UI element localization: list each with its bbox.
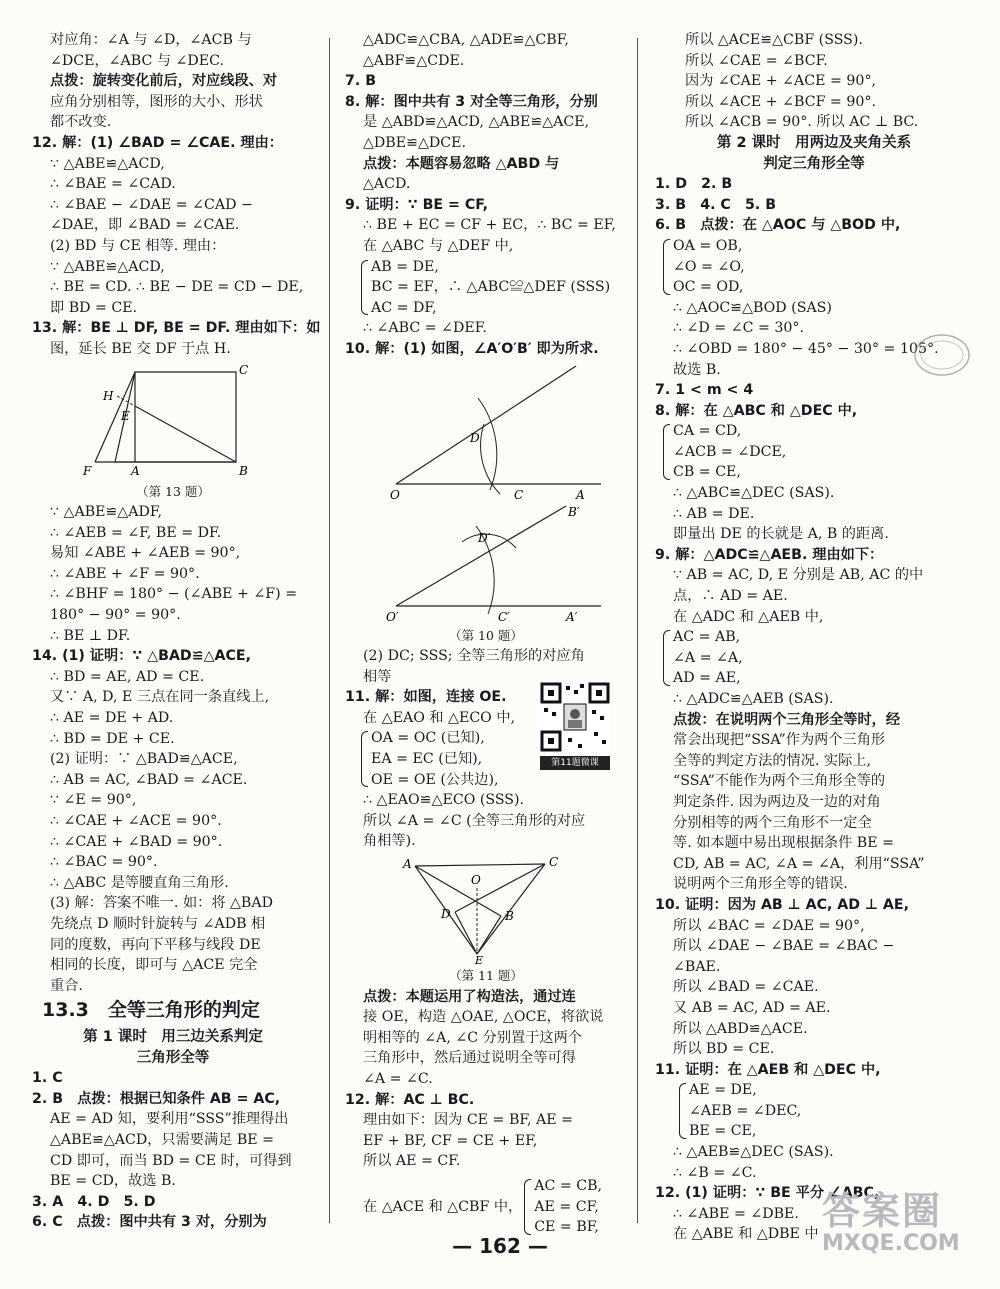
text-line: ∵ △ABE≌△ACD, (50, 258, 165, 275)
text-line: 点，∴ AD = AE. (673, 588, 788, 605)
condition-brace (661, 627, 973, 689)
point-label: E (121, 408, 130, 423)
text-line: OE = OE (公共边), (371, 771, 499, 788)
point-label: A′ (566, 609, 578, 624)
text-line: 理由如下：因为 CE = BF, AE = (363, 1112, 574, 1129)
condition-group (345, 1176, 627, 1238)
text-line: ∵ AB = AC, D, E 分别是 AB, AC 的中 (673, 567, 924, 584)
problem-9: 9. 证明：∵ BE = CF, (345, 196, 489, 213)
text-line: (2) 证明：∵ △BAD≌△ACE, (50, 751, 238, 768)
point-label: A (576, 487, 585, 502)
text-line: 判定条件. 因为两边及一边的对角 (673, 793, 881, 810)
text-line: ∴ △AEB≌△DEC (SAS). (673, 1144, 834, 1161)
text-line: 接 OE，构造 △OAE, △OCE，将欲说 (363, 1009, 604, 1026)
text-line: (2) BD 与 CE 相等. 理由： (50, 237, 226, 254)
text-line: ∴ BE = CD. ∴ BE − DE = CD − DE, (50, 279, 304, 296)
watermark-logo (822, 1190, 960, 1256)
text-line: ∴ △ABC≌△DEC (SAS). (673, 485, 835, 502)
text-line: 所以 BD = CE. (673, 1041, 775, 1058)
text-line: AE = DE, (689, 1082, 757, 1099)
text-line: 即量出 DE 的长就是 A, B 的距离. (673, 526, 889, 543)
text-line: ∴ ∠ABE + ∠F = 90°. (50, 565, 200, 582)
text-line: EA = EC (已知), (371, 751, 483, 768)
text-line: 角相等). (363, 833, 416, 850)
column-divider (637, 38, 638, 1223)
text-line: 说明两个三角形全等的错误. (673, 876, 848, 893)
page-number: — 162 — (452, 1234, 548, 1258)
text-line: ∠A = ∠A, (673, 649, 743, 666)
text-line: 在 △EAO 和 △ECO 中, (363, 709, 516, 726)
text-line: ∴ ∠BHF = 180° − (∠ABE + ∠F) = (50, 586, 298, 603)
text-line: 在 △ABE 和 △DBE 中 (673, 1226, 819, 1243)
text-line: ∴ △ABC 是等腰直角三角形. (50, 874, 229, 891)
text-line: 同的度数，再向下平移与线段 DE (50, 936, 261, 953)
problem-8: 8. 解：图中共有 3 对全等三角形，分别 (345, 93, 598, 110)
problem-11: 11. 证明：在 △AEB 和 △DEC 中, (655, 1061, 881, 1078)
point-label: A (403, 857, 412, 872)
answer-line: 6. C 点拨：图中共有 3 对，分别为 (32, 1214, 267, 1231)
text-line: △ACD. (363, 176, 411, 193)
problem-9: 9. 解：△ADC≌△AEB. 理由如下： (655, 546, 884, 563)
qr-label: 第11题微课 (540, 756, 610, 770)
point-label: H (103, 388, 114, 403)
text-line: AE = AD 知，要利用“SSS”推理得出 (50, 1111, 289, 1128)
problem-10: 10. 证明：因为 AB ⊥ AC, AD ⊥ AE, (655, 896, 909, 913)
text-line: ∴ BD = DE + CE. (50, 730, 175, 747)
text-line: BE = CD，故选 B. (50, 1173, 176, 1190)
text-line: 所以 AE = CF. (363, 1153, 461, 1170)
text-line: 所以 ∠BAC = ∠DAE = 90°, (673, 917, 865, 934)
point-label: A (131, 463, 140, 478)
text-line: 180° − 90° = 90°. (50, 607, 181, 624)
figure-caption: （第 13 题） (136, 483, 210, 499)
text-line: △ABE≌△ACD，只需要满足 BE = (50, 1131, 275, 1148)
text-line: 是 △ABD≌△ACD, △ABE≌△ACE, (363, 114, 590, 131)
text-line: 所以 ∠ACE + ∠BCF = 90°. (685, 93, 876, 110)
text-line: 又 AB = AC, AD = AE. (673, 999, 831, 1016)
answer-line: 3. B 4. C 5. B (655, 196, 777, 213)
text-line: AC = DF, (371, 299, 437, 316)
point-label: B′ (568, 504, 580, 519)
text-line: 全等的判定方法的情况. 实际上, (673, 752, 871, 769)
text-line: OC = OD, (673, 279, 744, 296)
text-line: 所以 ∠A = ∠C (全等三角形的对应 (363, 812, 586, 829)
text-line: 都不改变. (50, 114, 112, 131)
text-line: ∠BAE. (673, 958, 721, 975)
watermark-title: 答案圈 (822, 1189, 943, 1233)
answer-line: 1. C (32, 1070, 63, 1087)
point-label: D (470, 430, 480, 445)
text-line: ∴ ∠B = ∠C. (673, 1164, 757, 1181)
text-line: 故选 B. (673, 361, 721, 378)
hint-line: 点拨：本题运用了构造法，通过连 (363, 988, 576, 1005)
point-label: F (83, 463, 92, 478)
text-line: ∴ ∠AEB = ∠F, BE = DF. (50, 524, 222, 541)
hint-line: 点拨：旋转变化前后，对应线段、对 (50, 73, 278, 90)
point-label: O′ (386, 609, 399, 624)
text-line: 所以 ∠ACB = 90°. 所以 AC ⊥ BC. (685, 114, 919, 131)
text-line: 明相等的 ∠A, ∠C 分别置于这两个 (363, 1029, 582, 1046)
text-line: ∠A = ∠C. (363, 1071, 433, 1087)
answer-line: 3. A 4. D 5. D (32, 1193, 156, 1210)
answer-line: 6. B 点拨：在 △AOC 与 △BOD 中, (655, 217, 901, 234)
problem-10: 10. 解：(1) 如图，∠A′O′B′ 即为所求. (345, 340, 599, 357)
figure-10-construction (366, 504, 606, 624)
condition-brace (522, 1176, 602, 1238)
text-line: 相等 (363, 668, 392, 685)
problem-13: 13. 解：BE ⊥ DF, BE = DF. 理由如下：如 (32, 320, 321, 337)
text-line: 在 △ADC 和 △AEB 中, (673, 608, 824, 625)
text-line: ∴ ∠BAC = 90°. (50, 854, 158, 871)
point-label: B (239, 463, 248, 478)
text-line: ∴ ∠OBD = 180° − 45° − 30° = 105°. (673, 340, 939, 357)
text-line: 等. 如本题中易出现根据条件 BE = (673, 835, 894, 852)
column-left (32, 30, 321, 1233)
hint-line: 点拨：在说明两个三角形全等时，经 (673, 711, 901, 728)
point-label: O (471, 873, 481, 888)
qr-icon (540, 682, 610, 752)
condition-brace (661, 236, 973, 298)
text-line: ∴ ∠BAE = ∠CAD. (50, 176, 176, 193)
text-line: CD 即可，而当 BD = CE 时，可得到 (50, 1152, 292, 1169)
problem-12: 12. 解：(1) ∠BAD = ∠CAE. 理由： (32, 134, 283, 151)
text-line: ∴ ∠ABE = ∠DBE. (673, 1205, 799, 1222)
point-label: O (390, 487, 400, 502)
text-line: CB = CE, (673, 464, 741, 481)
text-line: 应角分别相等，图形的大小、形状 (50, 93, 263, 110)
qr-code[interactable] (540, 682, 610, 770)
text-line: ∠ACB = ∠DCE, (673, 443, 787, 460)
stamp-image (912, 330, 972, 380)
figure-10-original (366, 362, 606, 502)
text-line: OA = OB, (673, 237, 743, 254)
condition-brace (661, 421, 973, 483)
problem-11: 11. 解：如图，连接 OE. (345, 689, 507, 706)
text-line: 图，延长 BE 交 DF 于点 H. (50, 340, 231, 357)
text-line: ∴ ∠ABC = ∠DEF. (363, 320, 487, 337)
text-line: 先绕点 D 顺时针旋转与 ∠ADB 相 (50, 915, 266, 932)
text-line: ∠DCE，∠ABC 与 ∠DEC. (50, 52, 225, 69)
answer-line: 7. 1 < m < 4 (655, 382, 754, 399)
problem-12: 12. (1) 证明：∵ BE 平分 ∠ABC, (655, 1185, 880, 1202)
text-line: ∴ AB = AC, ∠BAD = ∠ACE. (50, 771, 248, 788)
text-line: ∴ △AOC≌△BOD (SAS) (673, 299, 832, 316)
text-line: AE = CF, (534, 1198, 599, 1215)
point-label: D (441, 907, 451, 922)
condition-brace (359, 257, 627, 319)
text-line: △ADC≌△CBA, △ADE≌△CBF, (363, 32, 569, 48)
problem-12: 12. 解：AC ⊥ BC. (345, 1091, 475, 1108)
text-line: 即 BD = CE. (50, 299, 138, 316)
watermark-url: MXQE.COM (822, 1231, 960, 1256)
text-line: 所以 ∠CAE = ∠BCF. (685, 52, 828, 69)
text-line: BE = CE, (689, 1123, 757, 1140)
text-line: BC = EF，∴ △ABC≌△DEF (SSS) (371, 279, 611, 296)
text-line: △ABF≌△CDE. (363, 52, 465, 69)
figure-11 (401, 854, 571, 964)
text-line: ∠DAE，即 ∠BAD = ∠CAE. (50, 217, 240, 234)
text-line: OA = OC (已知), (371, 730, 485, 747)
text-line: 易知 ∠ABE + ∠AEB = 90°, (50, 545, 241, 562)
column-middle (345, 30, 627, 1238)
text-line: 所以 △ACE≌△CBF (SSS). (685, 32, 863, 48)
point-label: E (475, 954, 484, 965)
figure-caption: （第 11 题） (449, 968, 523, 984)
text-line: AD = AE, (673, 670, 741, 687)
text-line: AC = AB, (673, 629, 741, 646)
text-line: ∴ BD = AE, AD = CE. (50, 668, 205, 685)
condition-brace (677, 1080, 973, 1142)
text-line: 又∵ A, D, E 三点在同一条直线上, (50, 689, 270, 706)
text-line: 在 △ACE 和 △CBF 中， (363, 1198, 523, 1215)
point-label: C (514, 487, 524, 502)
text-line: ∴ AE = DE + AD. (50, 710, 174, 727)
text-line: ∴ △ADC≌△AEB (SAS). (673, 691, 834, 707)
text-line: ∴ ∠CAE + ∠BAD = 90°. (50, 833, 223, 850)
text-line: 所以 △ABD≌△ACE. (673, 1020, 808, 1037)
problem-8: 8. 解：在 △ABC 和 △DEC 中, (655, 402, 858, 419)
text-line: (3) 解：答案不唯一. 如：将 △BAD (50, 895, 273, 912)
column-right (655, 30, 973, 1245)
text-line: ∴ ∠CAE + ∠ACE = 90°. (50, 813, 222, 829)
figure-caption: （第 10 题） (449, 627, 523, 643)
text-line: ∴ AB = DE. (673, 505, 755, 522)
stamp-icon (912, 330, 972, 380)
text-line: CA = CD, (673, 423, 742, 440)
point-label: B (505, 909, 514, 924)
text-line: ∵ ∠E = 90°, (50, 792, 137, 809)
point-label: C (549, 855, 559, 870)
text-line: △DBE≌△DCE. (363, 134, 466, 151)
text-line: ∴ ∠BAE − ∠DAE = ∠CAD − (50, 196, 253, 213)
text-line: ∵ △ABE≌△ADF, (50, 504, 163, 521)
point-label: C′ (498, 609, 510, 624)
text-line: ∴ BE ⊥ DF. (50, 627, 131, 644)
text-line: 相同的长度，即可与 △ACE 完全 (50, 957, 258, 974)
answer-line: 1. D 2. B (655, 176, 733, 193)
text-line: CE = BF, (534, 1219, 599, 1236)
answer-line: 2. B 点拨：根据已知条件 AB = AC, (32, 1090, 281, 1107)
text-line: EF + BF, CF = CE + EF, (363, 1132, 538, 1149)
text-line: 所以 ∠BAD = ∠CAE. (673, 979, 819, 996)
text-line: ∠AEB = ∠DEC, (689, 1102, 802, 1119)
text-line: AB = DE, (371, 258, 439, 275)
text-line: “SSA”不能作为两个三角形全等的 (673, 773, 886, 790)
text-line: 在 △ABC 与 △DEF 中, (363, 237, 514, 254)
text-line: 三角形中，然后通过说明全等可得 (363, 1050, 576, 1067)
text-line: 因为 ∠CAE + ∠ACE = 90°, (685, 73, 877, 90)
point-label: D′ (478, 530, 491, 545)
text-line: 常会出现把“SSA”作为两个三角形 (673, 732, 886, 749)
point-label: C (239, 362, 249, 377)
text-line: ∠O = ∠O, (673, 258, 745, 275)
text-line: ∵ △ABE≌△ACD, (50, 155, 165, 172)
lesson-title: 第 1 课时 用三边关系判定 (83, 1028, 263, 1045)
text-line: ∴ ∠D = ∠C = 30°. (673, 320, 805, 337)
column-divider (329, 38, 330, 1223)
section-title: 13.3 全等三角形的判定 (42, 999, 260, 1022)
lesson-title: 三角形全等 (136, 1049, 210, 1066)
hint-line: 点拨：本题容易忽略 △ABD 与 (363, 155, 560, 172)
text-line: AC = CB, (534, 1177, 603, 1194)
text-line: 对应角：∠A 与 ∠D，∠ACB 与 (50, 32, 252, 48)
lesson-title: 第 2 课时 用两边及夹角关系 (716, 134, 912, 151)
answer-line: 7. B (345, 73, 377, 90)
text-line: ∴ BE + EC = CF + EC，∴ BC = EF, (363, 217, 616, 234)
text-line: CD, AB = AC, ∠A = ∠A，利用“SSA” (673, 855, 925, 872)
problem-14: 14. (1) 证明：∵ △BAD≌△ACE, (32, 648, 251, 665)
text-line: 分别相等的两个三角形不一定全 (673, 814, 872, 831)
text-line: 重合. (50, 977, 83, 994)
text-line: ∴ △EAO≌△ECO (SSS). (363, 792, 525, 809)
figure-13 (73, 362, 273, 480)
lesson-title: 判定三角形全等 (763, 155, 865, 172)
text-line: 所以 ∠DAE − ∠BAE = ∠BAC − (673, 938, 895, 955)
text-line: (2) DC; SSS; 全等三角形的对应角 (363, 648, 585, 665)
